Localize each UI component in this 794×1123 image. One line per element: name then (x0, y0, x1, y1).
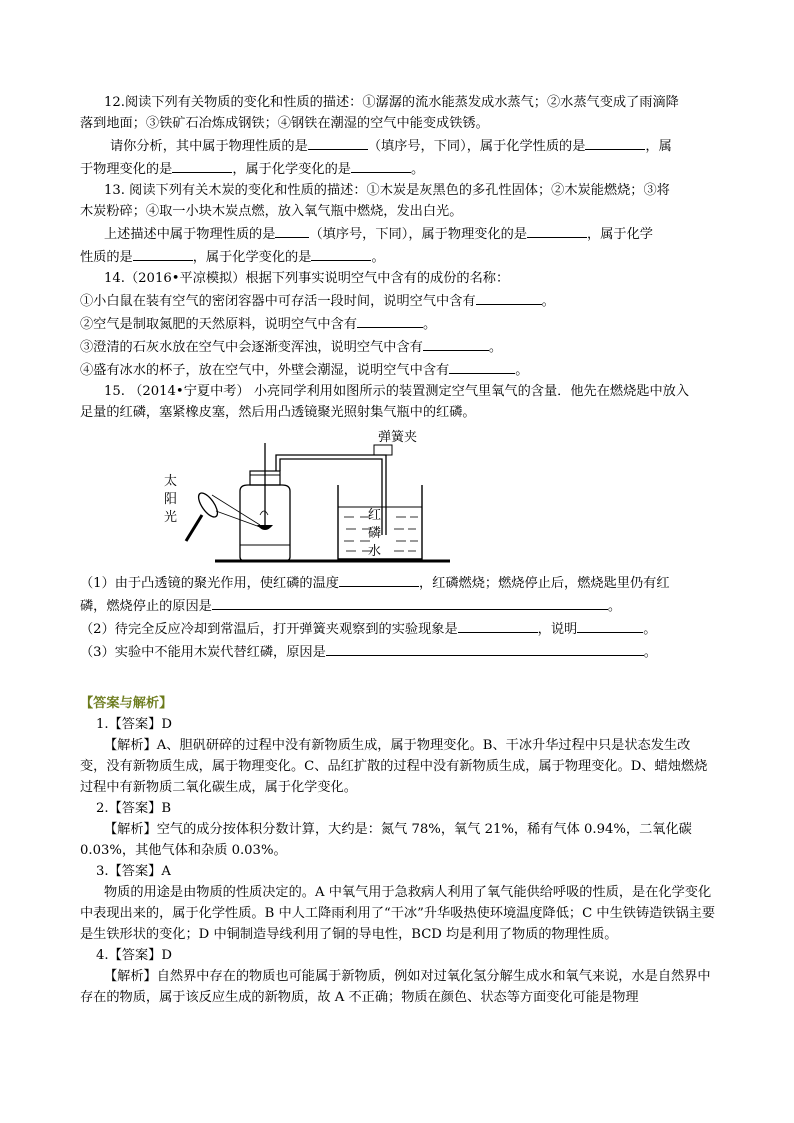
q14-item-2: ②空气是制取氮肥的天然原料，说明空气中含有 。 (80, 312, 716, 335)
connecting-tube (276, 455, 386, 535)
q14-item-3: ③澄清的石灰水放在空气中会逐渐变浑浊，说明空气中含有 。 (80, 335, 716, 358)
q14-blank-2[interactable] (357, 312, 423, 328)
q12-blank-2[interactable] (585, 134, 645, 150)
q12-part-e: ，属于化学变化的是 (232, 162, 351, 177)
answer-1-label: 1.【答案】D (96, 717, 172, 732)
label-sun-3: 光 (164, 510, 178, 525)
q15-sub3: （3）实验中不能用木炭代替红磷，原因是 。 (80, 640, 716, 663)
label-sun-2: 阳 (164, 492, 178, 507)
q15-blank-3[interactable] (458, 617, 538, 633)
answer-4-label: 4.【答案】D (96, 948, 172, 963)
q15-sub1-cont: 磷，燃烧停止的原因是 。 (80, 594, 716, 617)
q15-blank-4[interactable] (577, 617, 643, 633)
q13-question-cont (80, 245, 716, 268)
label-p-2: 磷 (368, 526, 382, 541)
q13-part-e: ，属于化学变化的是 (192, 250, 312, 265)
q13-blank-3[interactable] (133, 245, 193, 261)
answers-heading: 【答案与解析】 (80, 696, 173, 711)
q13-part-b: （填序号，下同），属于物理变化的是 (309, 227, 528, 242)
q13-blank-1[interactable] (275, 222, 309, 238)
q12-part-c: ，属 (645, 139, 672, 154)
label-clip: 弹簧夹 (378, 430, 418, 445)
lens-handle (186, 515, 202, 541)
q14-item-4: ④盛有冰水的杯子，放在空气中，外壁会潮湿，说明空气中含有 。 (80, 358, 716, 381)
q12-blank-3[interactable] (172, 157, 232, 173)
q13-line2: 木炭粉碎；④取一小块木炭点燃，放入氧气瓶中燃烧，发出白光。 (80, 204, 463, 219)
q15-sub1: （1）由于凸透镜的聚光作用，使红磷的温度 ，红磷燃烧；燃烧停止后，燃烧匙里仍有红 (80, 571, 716, 594)
document-page (80, 92, 716, 1008)
q13-part-d: 性质的是 (80, 250, 133, 265)
q12-blank-1[interactable] (308, 134, 368, 150)
q12-part-f: 。 (411, 162, 425, 177)
answer-3-text: 物质的用途是由物质的性质决定的。A 中氧气用于急救病人利用了氧气能供给呼吸的性质，是在化学变化中表现出来的，属于化学性质。B 中人工降雨利用了“干冰”升华吸热使环境温度降低；C 中生铁铸造铁锅主要是生铁形状的变化；D 中铜制造导线利用了铜的导电性，BCD 均是利用了物质的物理性质。 (80, 885, 716, 942)
q12-part-d: 于物理变化的是 (80, 162, 173, 177)
q13-line1: 13. 阅读下列有关木炭的变化和性质的描述：①木炭是灰黑色的多孔性固体；②木炭能燃烧；③将 (104, 183, 670, 198)
q12-question-cont (80, 157, 716, 180)
q13-blank-4[interactable] (311, 245, 371, 261)
q12-part-a: 请你分析，其中属于物理性质的是 (110, 139, 308, 154)
q13-question (80, 222, 716, 245)
q13-part-f: 。 (371, 250, 385, 265)
q15-sub2: （2）待完全反应冷却到常温后，打开弹簧夹观察到的实验现象是 ，说明 。 (80, 617, 716, 640)
q12-line1: 12.阅读下列有关物质的变化和性质的描述：①潺潺的流水能蒸发成水蒸气；②水蒸气变成了雨滴降 (104, 95, 679, 110)
q15-line2: 足量的红磷，塞紧橡皮塞，然后用凸透镜聚光照射集气瓶中的红磷。 (80, 405, 476, 420)
label-water: 水 (368, 544, 382, 559)
answer-2-text: 【解析】空气的成分按体积分数计算，大约是：氮气 78%，氧气 21%，稀有气体 0.94%，二氧化碳 0.03%，其他气体和杂质 0.03%。 (80, 822, 692, 858)
q12-blank-4[interactable] (351, 157, 411, 173)
answer-3-label: 3.【答案】A (96, 864, 171, 879)
q14-blank-3[interactable] (423, 335, 489, 351)
q13-part-a: 上述描述中属于物理性质的是 (104, 227, 276, 242)
answer-4-text: 【解析】自然界中存在的物质也可能属于新物质，例如对过氧化氢分解生成水和氧气来说，水是自然界中存在的物质，属于该反应生成的新物质，故 A 不正确；物质在颜色、状态等方面变化可能是物理 (80, 969, 711, 1005)
q12-question (80, 134, 716, 157)
q13-blank-2[interactable] (527, 222, 587, 238)
q14-intro: 14.（2016•平凉模拟）根据下列事实说明空气中含有的成份的名称： (104, 271, 510, 286)
spring-clip (374, 445, 392, 455)
q15-line1: 15. （2014•宁夏中考） 小亮同学利用如图所示的装置测定空气里氧气的含量．他先在燃烧匙中放入 (104, 384, 690, 399)
q13-part-c: ，属于化学 (587, 227, 653, 242)
q12-line2: 落到地面；③铁矿石冶炼成钢铁；④钢铁在潮湿的空气中能变成铁锈。 (80, 116, 489, 131)
q15-blank-5[interactable] (326, 640, 644, 656)
burning-spoon (257, 525, 273, 530)
q15-blank-2[interactable] (212, 594, 608, 610)
convex-lens (195, 490, 221, 520)
q14-blank-1[interactable] (476, 289, 542, 305)
q15-blank-1[interactable] (339, 571, 419, 587)
q14-blank-4[interactable] (449, 358, 515, 374)
apparatus-diagram (160, 423, 460, 571)
apparatus-figure (80, 423, 716, 571)
answer-2-label: 2.【答案】B (96, 801, 172, 816)
q12-part-b: （填序号，下同），属于化学性质的是 (367, 139, 586, 154)
label-p-1: 红 (368, 508, 382, 523)
answer-1-text: 【解析】A、胆矾研碎的过程中没有新物质生成，属于物理变化。B、干冰升华过程中只是状态发生改变，没有新物质生成，属于物理变化。C、品红扩散的过程中没有新物质生成，属于物理变化。D、蜡烛燃烧过程中有新物质二氧化碳生成，属于化学变化。 (80, 738, 708, 795)
label-sun-1: 太 (164, 474, 178, 489)
q14-item-1: ①小白鼠在装有空气的密闭容器中可存活一段时间，说明空气中含有 。 (80, 289, 716, 312)
